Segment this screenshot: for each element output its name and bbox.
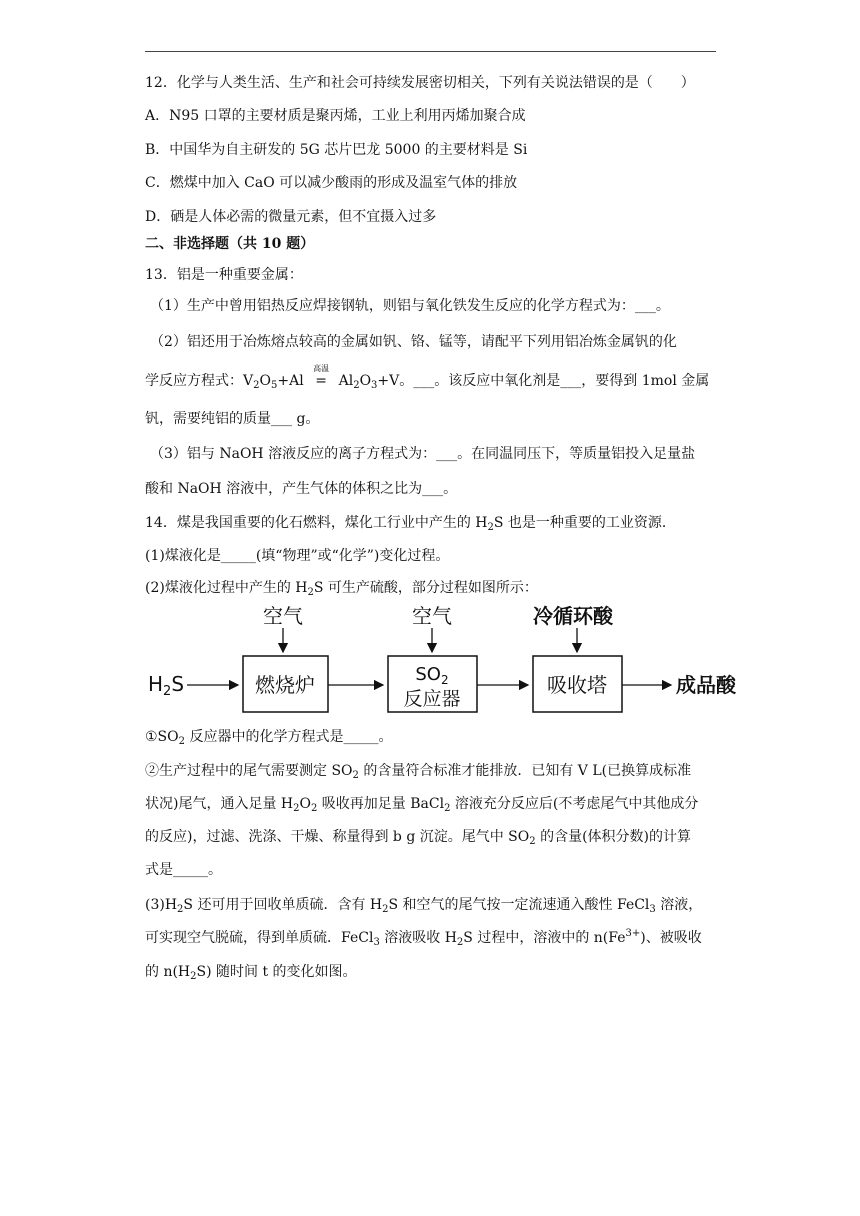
- q14-part3-line1: $(3)H_2S$ 还可用于回收单质硫．含有 $H_2S$ 和空气的尾气按一定流速通入酸性 FeCl$_3$ 溶液，: [145, 897, 703, 915]
- q13-part2-line3: 钒，需要纯铝的质量___ g。: [145, 411, 320, 427]
- q14-part3-line3: 的 $n(H_2S)$ 随时间 t 的变化如图。: [145, 964, 357, 982]
- top-divider: [145, 51, 716, 52]
- air-label-1: 空气: [263, 604, 303, 628]
- q12-option-a: A．N95 口罩的主要材质是聚丙烯，工业上利用丙烯加聚合成: [145, 108, 526, 124]
- q13-part3-line2: 酸和 NaOH 溶液中，产生气体的体积之比为___。: [145, 481, 458, 497]
- furnace-label: 燃烧炉: [255, 673, 315, 697]
- q13-part2-line1: （2）铝还用于冶炼熔点较高的金属如钒、铬、锰等，请配平下列用铝冶炼金属钒的化: [150, 334, 677, 350]
- product-acid-label: 成品酸: [676, 673, 736, 697]
- reaction-condition: 高温 =: [313, 364, 330, 389]
- q14-part3-line2: 可实现空气脱硫，得到单质硫．FeCl$_3$ 溶液吸收 $H_2S$ 过程中，溶液中的 $n(Fe^{3+})$、被吸收: [145, 928, 702, 948]
- q12-option-c: C．燃煤中加入 CaO 可以减少酸雨的形成及温室气体的排放: [145, 175, 518, 191]
- q13-part3-line1: （3）铝与 NaOH 溶液反应的离子方程式为：___。在同温同压下，等质量铝投入足量盐: [150, 446, 696, 462]
- q13-part1: （1）生产中曾用铝热反应焊接钢轨，则铝与氧化铁发生反应的化学方程式为：___。: [150, 298, 670, 314]
- so2-reactor-label-top: $SO_2$: [415, 664, 449, 687]
- q13-part2-equation-line: 学反应方程式：$V_2O_5+Al$ 高温 = $Al_2O_3+V$。___。该反应中氧化剂是___，要得到 1mol 金属: [145, 364, 710, 391]
- q14-sub1: $①SO_2$ 反应器中的化学方程式是_____。: [145, 729, 393, 747]
- air-label-2: 空气: [412, 604, 452, 628]
- cold-acid-label: 冷循环酸: [533, 604, 613, 628]
- q12-stem: 12．化学与人类生活、生产和社会可持续发展密切相关，下列有关说法错误的是（ ）: [145, 75, 695, 91]
- q14-sub2-line3: 的反应)，过滤、洗涤、干燥、称量得到 b g 沉淀。尾气中 $SO_2$ 的含量(体积分数)的计算: [145, 829, 692, 847]
- q12-option-b: B．中国华为自主研发的 5G 芯片巴龙 5000 的主要材料是 Si: [145, 142, 528, 158]
- q14-part2: (2)煤液化过程中产生的 $H_2S$ 可生产硫酸，部分过程如图所示：: [145, 580, 538, 598]
- q14-sub2-line1: ②生产过程中的尾气需要测定 $SO_2$ 的含量符合标准才能排放．已知有 V L(已换算成标准: [145, 763, 692, 781]
- h2s-input-label: $H_2S$: [148, 672, 185, 699]
- q14-sub2-line4: 式是_____。: [145, 862, 222, 878]
- q13-stem: 13．铝是一种重要金属：: [145, 267, 303, 283]
- absorption-tower-label: 吸收塔: [547, 673, 607, 697]
- q14-stem: 14．煤是我国重要的化石燃料，煤化工行业中产生的 $H_2S$ 也是一种重要的工业资源．: [145, 515, 676, 533]
- q14-part1: (1)煤液化是_____(填“物理”或“化学”)变化过程。: [145, 548, 450, 564]
- q12-option-d: D．硒是人体必需的微量元素，但不宜摄入过多: [145, 209, 437, 225]
- section-heading: 二、非选择题（共 10 题）: [145, 236, 315, 252]
- q14-sub2-line2: 状况)尾气，通入足量 $H_2O_2$ 吸收再加足量 BaCl$_2$ 溶液充分反应后(不考虑尾气中其他成分: [145, 796, 699, 814]
- so2-reactor-label-bottom: 反应器: [403, 688, 461, 710]
- sulfuric-acid-process-diagram: [140, 597, 760, 727]
